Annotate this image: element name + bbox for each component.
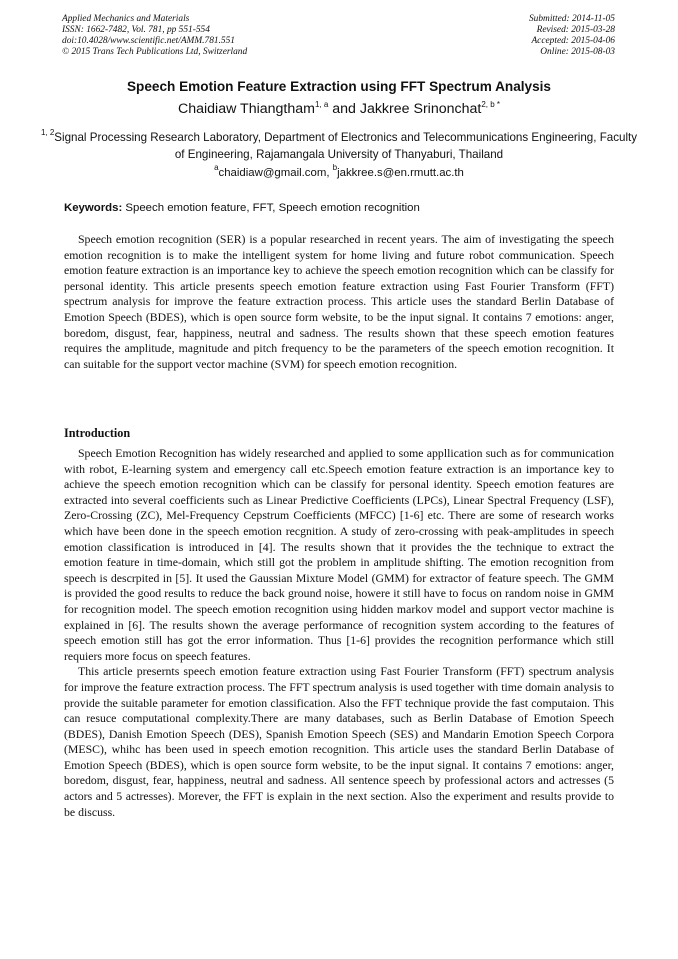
- author-emails: [0, 163, 678, 179]
- revised-date: Revised: 2015-03-28: [536, 25, 615, 35]
- affiliation-text: Signal Processing Research Laboratory, Department of Electronics and Telecommunications Engineering, Faculty of Engineering, Rajamangala University of Thanyaburi, Thailand: [54, 131, 638, 161]
- author-2-marker: 2, b *: [481, 100, 500, 109]
- author-1: Chaidiaw Thiangtham: [177, 101, 315, 117]
- keywords-text: Speech emotion feature, FFT, Speech emotion recognition: [122, 202, 420, 214]
- affiliation-marker: 1, 2: [40, 128, 55, 137]
- keywords-label: Keywords:: [64, 202, 123, 214]
- submitted-date: Submitted: 2014-11-05: [528, 14, 615, 24]
- journal-name: Applied Mechanics and Materials: [62, 14, 190, 24]
- author-line: [0, 101, 678, 117]
- accepted-date: Accepted: 2015-04-06: [531, 36, 615, 46]
- abstract-paragraph: Speech emotion recognition (SER) is a popular researched in recent years. The aim of investigating the speech emotion recognition is to make the intelligent system for home living and future robot communication. Speech emotion feature extraction is an importance key to achieve the speech emotion recognition which can be classify for personal identity. This article presents speech emotion feature extraction using Fast Fourier Transform (FFT) spectrum analysis for improve the feature extraction process. This article uses the standard Berlin Database of Emotion Speech (BDES), which is open source form website, to be the input signal. It contains 7 emotions: anger, boredom, disgust, fear, happiness, neutral and sadness. The results shown that these speech emotion features requires the amplitude, magnitude and pitch frequency to be the parameters of the speech emotion recognition. It can suitable for the support vector machine (SVM) for speech emotion recognition.: [64, 232, 614, 371]
- introduction-body: [64, 446, 614, 820]
- introduction-paragraph-2: This article presernts speech emotion feature extraction using Fast Fourier Transform (FFT) spectrum analysis for improve the feature extraction process. The FFT spectrum analysis is used together with time domain analysis to provide the suitable parameter for emotion classification. Also the FFT technique provide the fast computaion. This can resuce computational complexity.There are many databases, such as Berlin Database of Emotion Speech (BDES), Danish Emotion Speech (DES), Spanish Emotion Speech (SES) and Mandarin Emotion Speech Corpora (MESC), whihc has been used in speech emotion recognition. This article uses the standard Berlin Database of Emotion Speech (BDES), which is open source form website, to be the input signal. It contains 7 emotions: anger, boredom, disgust, fear, happiness, neutral and sadness. All sentence speech by professional actors and actresses (5 actors and 5 actresses). Morever, the FFT is explain in the next section. Also the experiment and results provide to be discuss.: [64, 664, 614, 819]
- online-date: Online: 2015-08-03: [540, 47, 615, 57]
- affiliation: [40, 129, 638, 163]
- issn-line: ISSN: 1662-7482, Vol. 781, pp 551-554: [62, 25, 210, 35]
- copyright-line: © 2015 Trans Tech Publications Ltd, Switzerland: [62, 47, 248, 57]
- introduction-paragraph-1: Speech Emotion Recognition has widely researched and applied to some appllication such as for communication with robot, E-learning system and emergency call etc.Speech emotion feature extraction is an importance key to achieve the speech emotion recognition which can be classify for personal identity. Speech emotion features are extracted into several coefficients such as Linear Predictive Coefficients (LPCs), Linear Spectral Frequency (LSF), Zero-Crossing (ZC), Mel-Frequency Cepstrum Coefficients (MFCC) [1-6] etc. There are some of research works which have been done in the speech emotion recgnition. A study of zero-crossing with peak-amplitudes in speech emotion classification is introduced in [4]. The results shown that it provides the the technique to extract the emotion feature in time-domain, which still got the problem in amplitude shifting. The emotion recognition from speech is descrpited in [5]. It used the Gaussian Mixture Model (GMM) for extractor of feature speech. The GMM is provided the good results to reduce the back ground noise, howere it still have to focus on random noise in GMM for recognition model. The speech emotion recognition using hidden markov model and support vector machine is explained in [6]. The results shown the average performance of recognition system according to the features of speech emotion still has got the error information. Thus [1-6] provides the recognition performance which still requiers more focus on speech features.: [64, 446, 614, 663]
- section-heading-introduction: Introduction: [64, 426, 131, 440]
- author-1-marker: 1, a: [314, 100, 329, 109]
- abstract: [64, 232, 614, 372]
- email-a-marker: a: [214, 163, 219, 172]
- paper-title: Speech Emotion Feature Extraction using FFT Spectrum Analysis: [126, 79, 551, 94]
- submission-dates: [529, 14, 615, 58]
- author-joiner: and: [328, 101, 360, 117]
- email-b-marker: b: [332, 163, 338, 172]
- journal-info: [62, 14, 247, 58]
- doi-line: doi:10.4028/www.scientific.net/AMM.781.551: [62, 36, 235, 46]
- author-2: Jakkree Srinonchat: [359, 101, 482, 117]
- email-b: jakkree.s@en.rmutt.ac.th: [337, 167, 464, 179]
- keywords: [64, 202, 624, 214]
- email-a: chaidiaw@gmail.com,: [218, 167, 333, 179]
